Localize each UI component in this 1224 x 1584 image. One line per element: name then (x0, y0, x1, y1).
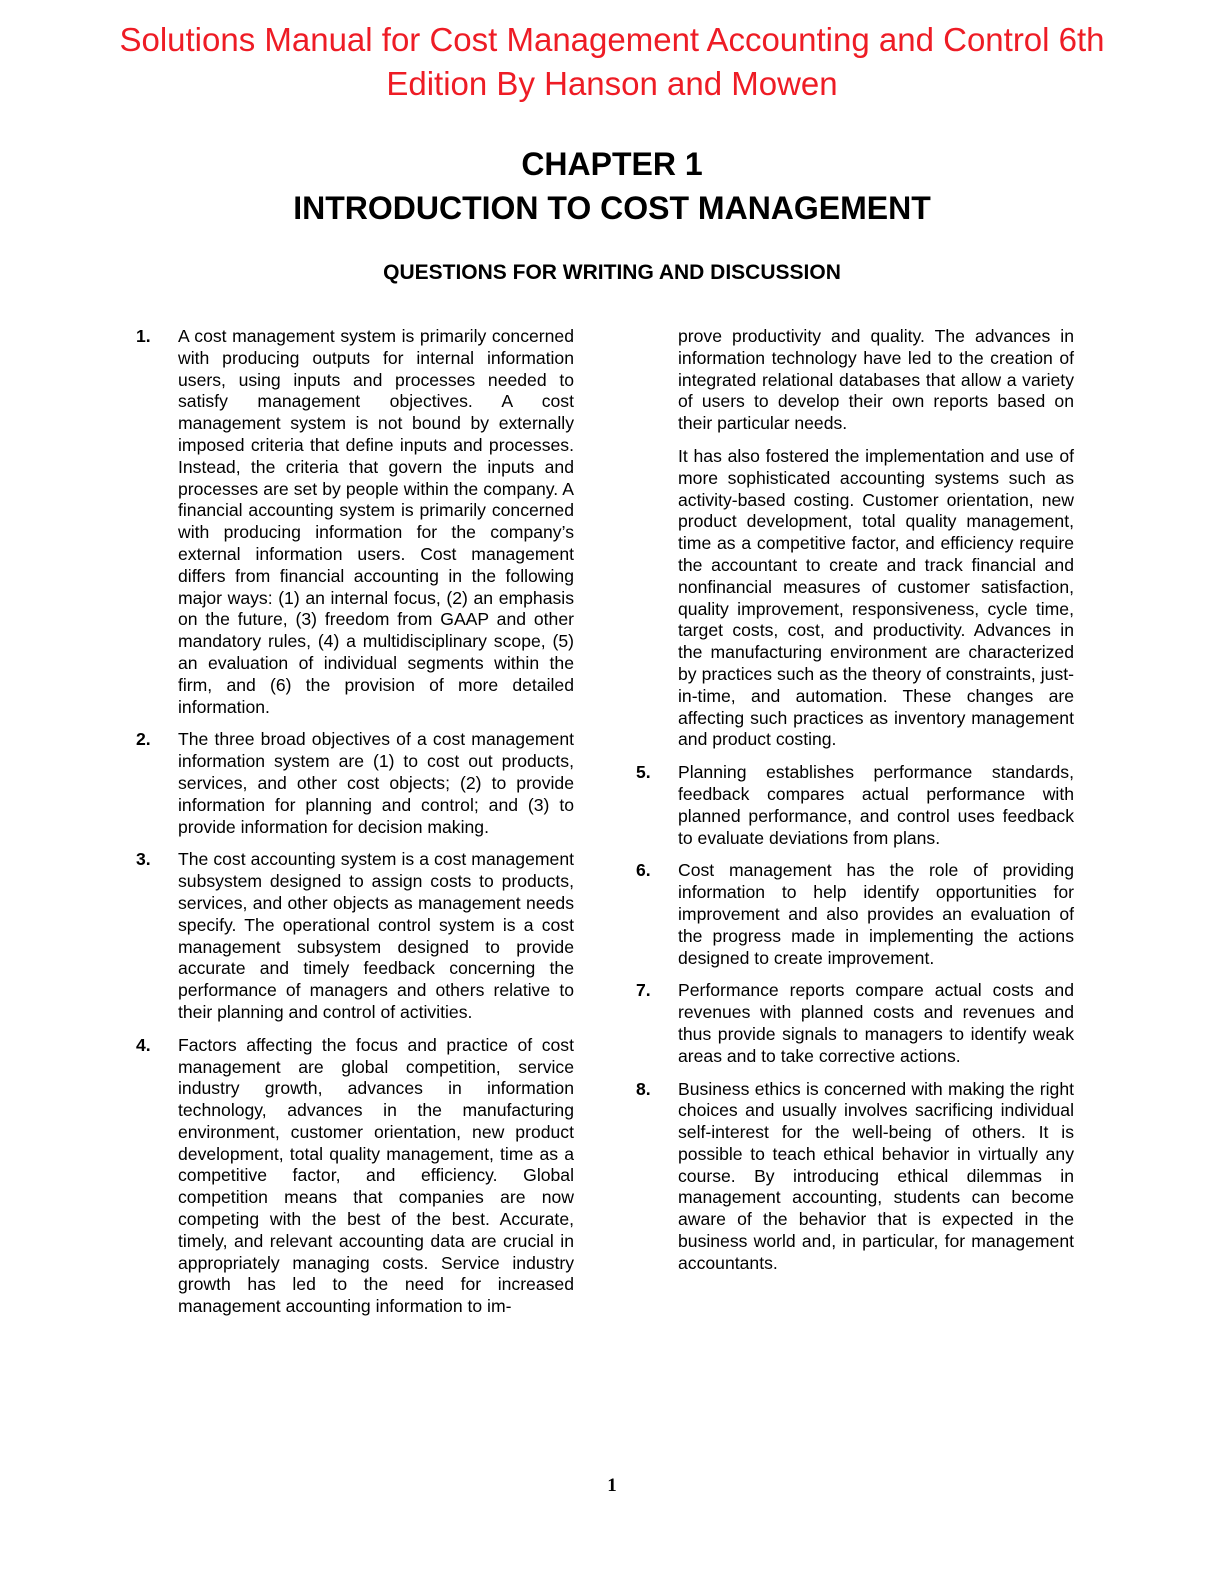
banner-line-1: Solutions Manual for Cost Management Accounting and Control 6th (119, 21, 1105, 58)
section-heading: QUESTIONS FOR WRITING AND DISCUSSION (383, 261, 841, 284)
chapter-title (0, 142, 1224, 230)
question-number: 6. (636, 860, 651, 881)
question-answer (178, 729, 574, 838)
question-number: 8. (636, 1078, 651, 1099)
answer-paragraph: Factors affecting the focus and practice of cost management are global competition, service industry growth, advances in information technology, advances in the manufacturing environment, customer orientation, new product development, total quality management, time as a competitive factor, and efficiency. Global competition means that companies are now competing with the best of the best. Accurate, timely, and relevant accounting data are crucial in appropriately managing costs. Service industry growth has led to the need for increased management accounting information to im- (178, 1034, 574, 1317)
question-answer (178, 1035, 574, 1318)
chapter-name: INTRODUCTION TO COST MANAGEMENT (293, 190, 931, 226)
question-continuation (636, 326, 1074, 751)
question-number: 3. (136, 849, 151, 870)
chapter-number: CHAPTER 1 (521, 146, 703, 182)
question-answer (678, 762, 1074, 849)
question-item (636, 860, 1074, 969)
question-answer (678, 326, 1074, 751)
answer-paragraph: Cost management has the role of providing information to help identify opportunities for improvement and also provides an evaluation of the progress made in implementing the actions designed to create improvement. (678, 860, 1074, 968)
answer-paragraph: It has also fostered the implementation and use of more sophisticated accounting systems such as activity-based costing. Customer orientation, new product development, total quality management, time as a competitive factor, and efficiency require the accountant to create and track financial and nonfinancial measures of customer satisfaction, quality improvement, responsiveness, cycle time, target costs, cost, and productivity. Advances in the manufacturing environment are characterized by practices such as the theory of constraints, just-in-time, and automation. These changes are affecting such practices as inventory management and product costing. (678, 445, 1074, 750)
question-answer (678, 860, 1074, 969)
question-answer (178, 849, 574, 1023)
question-item (136, 1035, 574, 1318)
answer-paragraph: A cost management system is primarily concerned with producing outputs for internal information users, using inputs and processes needed to satisfy management objectives. A cost management system is not bound by externally imposed criteria that define inputs and processes. Instead, the criteria that govern the inputs and processes are set by people within the company. A financial accounting system is primarily concerned with producing information for the company’s external information users. Cost management differs from financial accounting in the following major ways: (1) an internal focus, (2) an emphasis on the future, (3) freedom from GAAP and other mandatory rules, (4) a multidisciplinary scope, (5) an evaluation of individual segments within the firm, and (6) the provision of more detailed information. (178, 326, 574, 717)
answer-paragraph: The three broad objectives of a cost management information system are (1) to cost out products, services, and other cost objects; (2) to provide information for planning and control; and (3) to provide information for decision making. (178, 729, 574, 837)
question-item (136, 849, 574, 1023)
question-number: 2. (136, 729, 151, 750)
question-item (636, 980, 1074, 1067)
answer-paragraph: Business ethics is concerned with making the right choices and usually involves sacrificing individual self-interest for the well-being of others. It is possible to teach ethical behavior in virtually any course. By introducing ethical dilemmas in management accounting, students can become aware of the behavior that is expected in the business world and, in particular, for management accountants. (678, 1078, 1074, 1273)
question-item (636, 762, 1074, 849)
answer-paragraph: Planning establishes performance standards, feedback compares actual performance with planned performance, and control uses feedback to evaluate deviations from plans. (678, 762, 1074, 848)
right-column (636, 326, 1074, 1286)
banner-line-2: Edition By Hanson and Mowen (386, 65, 838, 102)
answer-paragraph: The cost accounting system is a cost management subsystem designed to assign costs to products, services, and other objects as management needs specify. The operational control system is a cost management subsystem designed to provide accurate and timely feedback concerning the performance of managers and others relative to their planning and control of activities. (178, 849, 574, 1022)
question-number: 4. (136, 1034, 151, 1055)
answer-paragraph: prove productivity and quality. The advances in information technology have led to the creation of integrated relational databases that allow a variety of users to develop their own reports based on their particular needs. (678, 326, 1074, 434)
question-number: 5. (636, 762, 651, 783)
question-number: 7. (636, 980, 651, 1001)
question-item (136, 326, 574, 718)
page-number: 1 (607, 1475, 617, 1496)
answer-paragraph: Performance reports compare actual costs and revenues with planned costs and revenues and thus provide signals to managers to identify weak areas and to take corrective actions. (678, 980, 1074, 1066)
question-number: 1. (136, 326, 151, 346)
question-item (636, 1079, 1074, 1275)
question-item (136, 729, 574, 838)
question-answer (678, 980, 1074, 1067)
left-column (136, 326, 574, 1329)
document-banner (0, 18, 1224, 106)
question-answer (178, 326, 574, 718)
question-answer (678, 1079, 1074, 1275)
